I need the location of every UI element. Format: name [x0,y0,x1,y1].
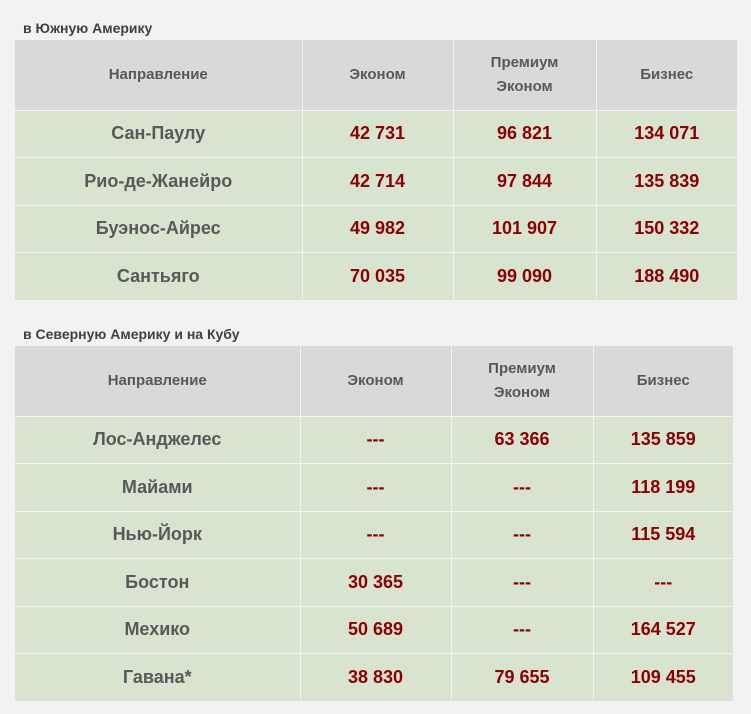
header-econom: Эконом [300,346,451,416]
table-row [15,157,737,205]
table-row [15,110,737,157]
premium-econom-price-cell: 96 821 [453,110,596,157]
premium-econom-price-cell: 101 907 [453,205,596,252]
premium-econom-price-cell: 99 090 [453,252,596,300]
business-price-cell: 134 071 [596,110,737,157]
business-price-cell: 135 839 [596,157,737,205]
north-america-price-table [15,346,733,701]
destination-cell: Сантьяго [15,252,302,300]
business-price-cell: 115 594 [593,511,733,558]
table-row [15,252,737,300]
business-price-cell: 164 527 [593,606,733,653]
premium-econom-price-cell: --- [451,463,593,511]
header-premium-econom: Премиум Эконом [451,346,593,416]
destination-cell: Майами [15,463,300,511]
table-row [15,463,733,511]
header-direction: Направление [15,40,302,110]
business-price-cell: 118 199 [593,463,733,511]
south-america-price-table [15,40,737,300]
econom-price-cell: 38 830 [300,653,451,701]
econom-price-cell: --- [300,463,451,511]
business-price-cell: --- [593,558,733,606]
south-america-title: в Южную Америку [23,20,153,36]
econom-price-cell: 70 035 [302,252,453,300]
econom-price-cell: 30 365 [300,558,451,606]
premium-econom-price-cell: 79 655 [451,653,593,701]
premium-econom-price-cell: --- [451,606,593,653]
destination-cell: Сан-Паулу [15,110,302,157]
business-price-cell: 150 332 [596,205,737,252]
header-business: Бизнес [596,40,737,110]
premium-econom-price-cell: 63 366 [451,416,593,463]
premium-econom-price-cell: --- [451,511,593,558]
table-row [15,653,733,701]
econom-price-cell: --- [300,511,451,558]
table-row [15,511,733,558]
business-price-cell: 135 859 [593,416,733,463]
header-direction: Направление [15,346,300,416]
header-row [15,346,733,416]
destination-cell: Рио-де-Жанейро [15,157,302,205]
table-row [15,416,733,463]
premium-econom-price-cell: 97 844 [453,157,596,205]
table-row [15,205,737,252]
header-row [15,40,737,110]
econom-price-cell: --- [300,416,451,463]
north-america-title: в Северную Америку и на Кубу [23,326,240,342]
destination-cell: Нью-Йорк [15,511,300,558]
destination-cell: Буэнос-Айрес [15,205,302,252]
table-row [15,606,733,653]
header-business: Бизнес [593,346,733,416]
header-econom: Эконом [302,40,453,110]
econom-price-cell: 49 982 [302,205,453,252]
econom-price-cell: 42 731 [302,110,453,157]
business-price-cell: 188 490 [596,252,737,300]
econom-price-cell: 42 714 [302,157,453,205]
destination-cell: Мехико [15,606,300,653]
business-price-cell: 109 455 [593,653,733,701]
econom-price-cell: 50 689 [300,606,451,653]
destination-cell: Бостон [15,558,300,606]
destination-cell: Лос-Анджелес [15,416,300,463]
destination-cell: Гавана* [15,653,300,701]
premium-econom-price-cell: --- [451,558,593,606]
header-premium-econom: Премиум Эконом [453,40,596,110]
table-row [15,558,733,606]
